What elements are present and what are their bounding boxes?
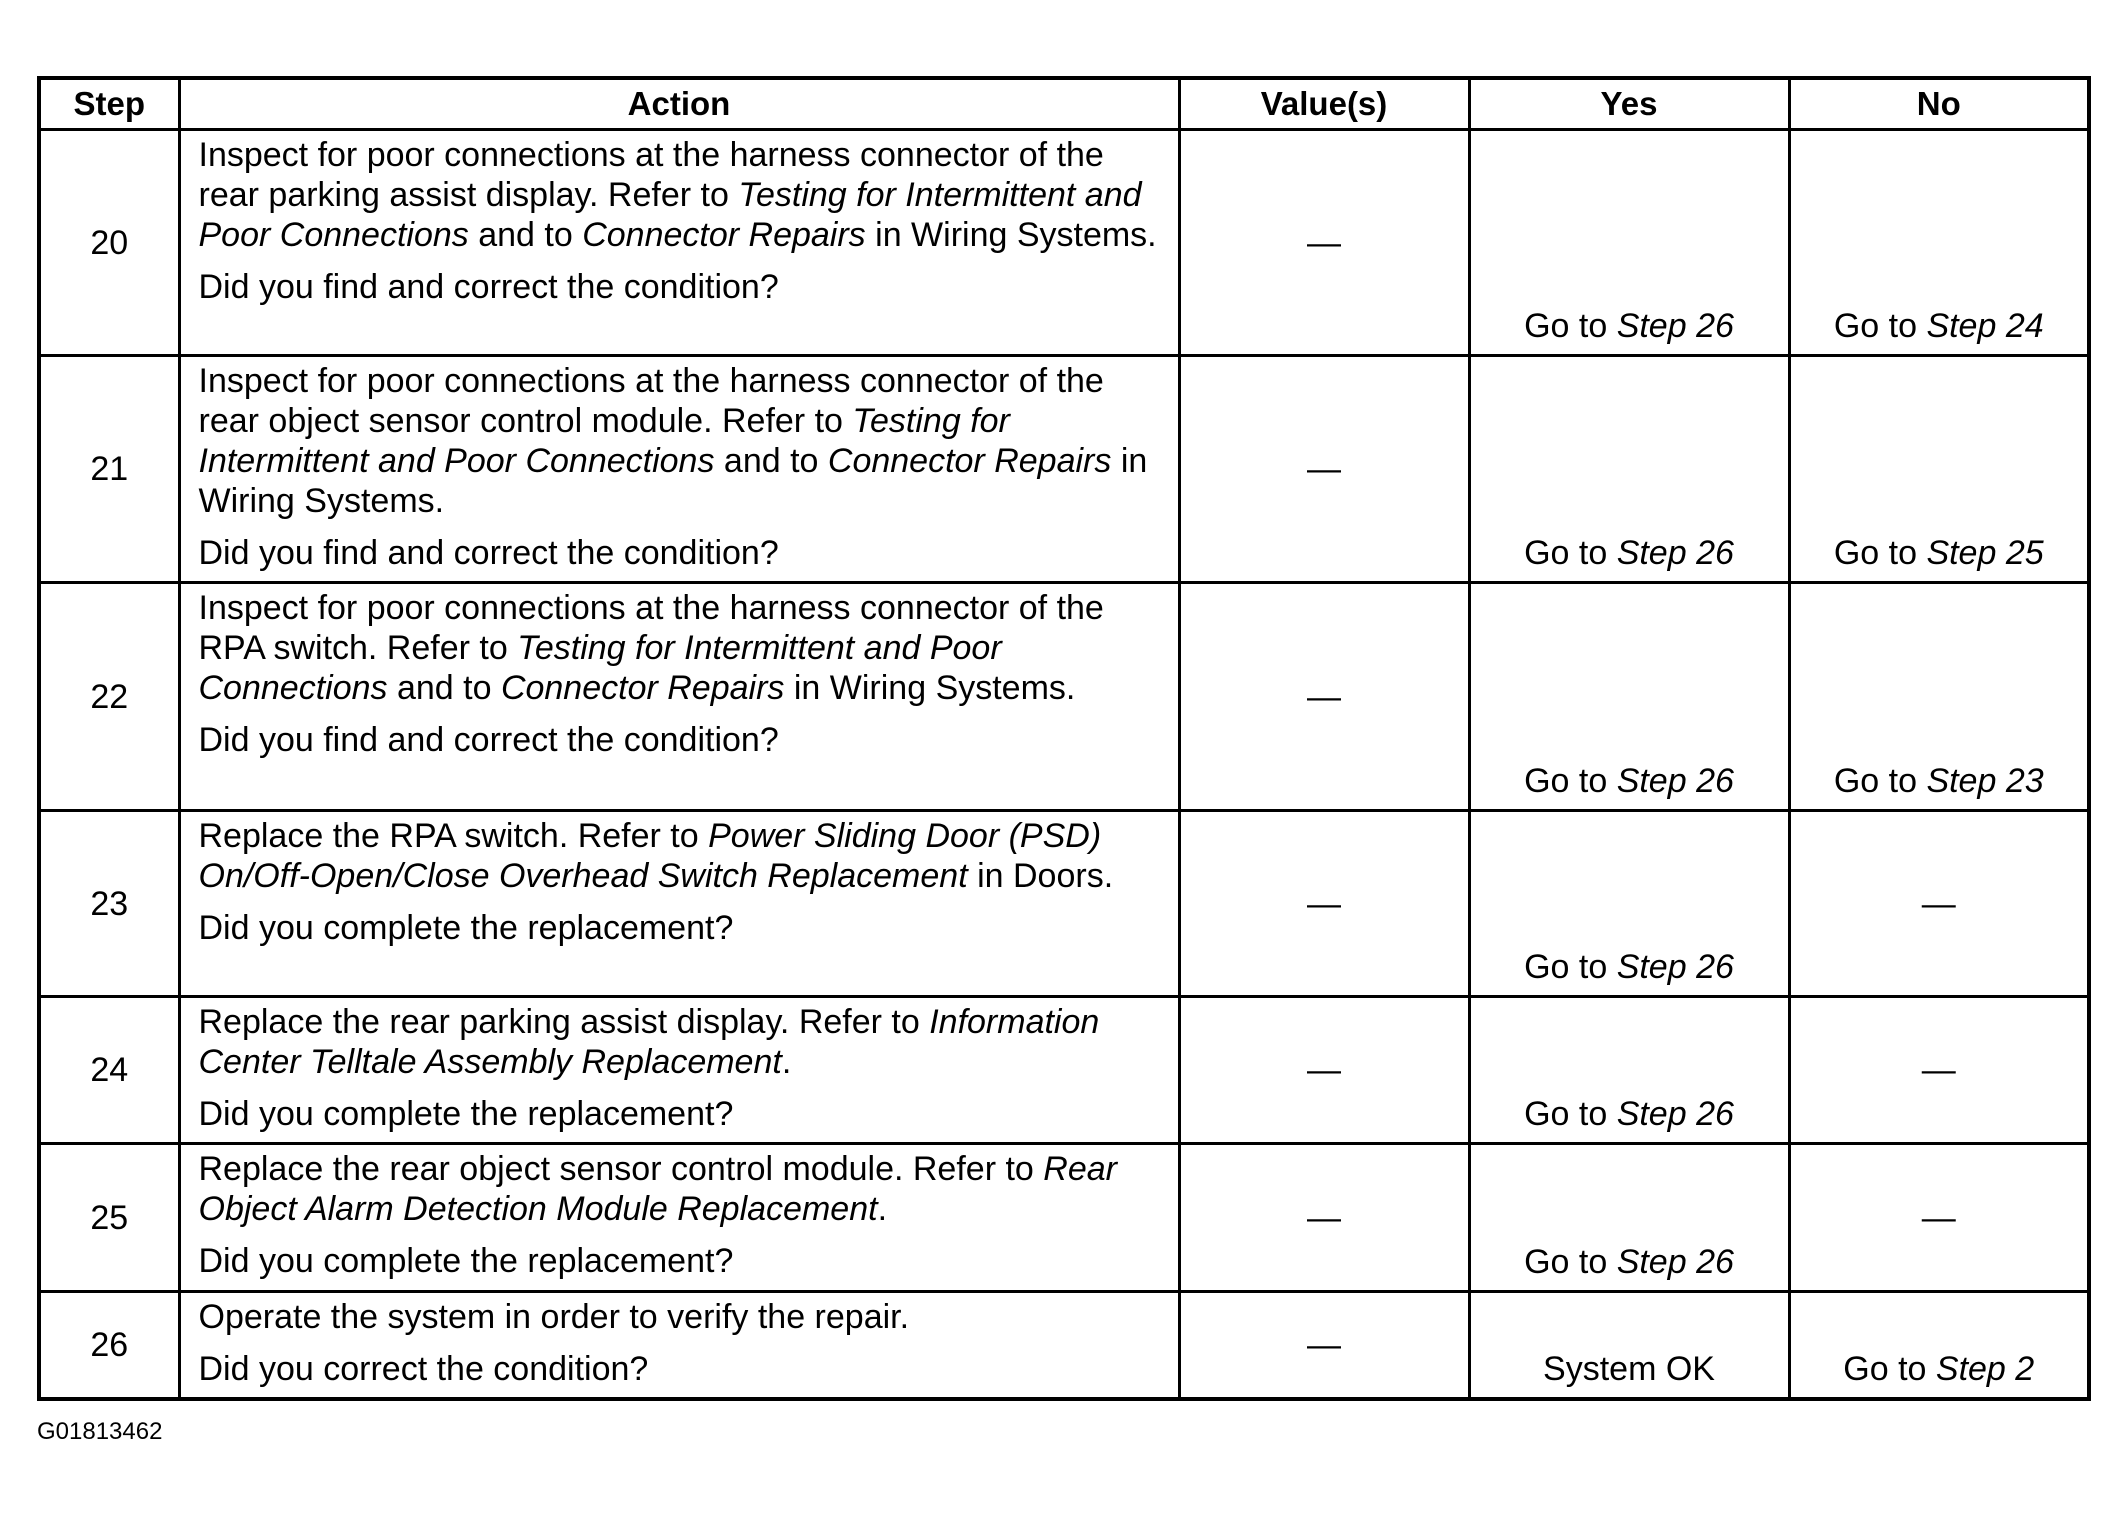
reference-title: Connector Repairs bbox=[500, 669, 785, 707]
no-cell bbox=[1789, 130, 2089, 356]
value-dash: — bbox=[1307, 1051, 1341, 1089]
instruction-text: and to bbox=[714, 442, 828, 480]
value-cell bbox=[1179, 811, 1469, 997]
yes-goto-text: Go to bbox=[1524, 762, 1617, 800]
instruction-text: Inspect for poor connections at the harness connector of the rear parking assist display. Refer to bbox=[198, 136, 1104, 214]
table-row bbox=[39, 1292, 2089, 1400]
action-question: Did you find and correct the condition? bbox=[198, 534, 779, 572]
action-cell bbox=[179, 1292, 1179, 1400]
no-step-link[interactable]: Step 23 bbox=[1926, 762, 2044, 800]
table-row bbox=[39, 997, 2089, 1144]
value-dash: — bbox=[1307, 223, 1341, 262]
no-dash: — bbox=[1921, 884, 1956, 923]
table-row bbox=[39, 583, 2089, 811]
figure-id-label: G01813462 bbox=[37, 1418, 163, 1445]
no-dash: — bbox=[1921, 1051, 1956, 1089]
instruction-text: in Wiring Systems. bbox=[784, 669, 1076, 707]
header-yes: Yes bbox=[1469, 78, 1789, 130]
instruction-text: . bbox=[781, 1043, 792, 1081]
value-dash: — bbox=[1307, 677, 1341, 716]
reference-title: Testing for Intermittent and Poor Connections bbox=[198, 176, 1142, 254]
value-cell bbox=[1179, 1144, 1469, 1292]
step-number: 21 bbox=[39, 356, 179, 583]
action-cell bbox=[179, 997, 1179, 1144]
value-cell bbox=[1179, 1292, 1469, 1400]
action-cell bbox=[179, 130, 1179, 356]
step-number: 25 bbox=[39, 1144, 179, 1292]
table-row bbox=[39, 356, 2089, 583]
action-instruction bbox=[199, 1297, 1160, 1337]
value-cell bbox=[1179, 356, 1469, 583]
reference-title: Testing for Intermittent and Poor Connections bbox=[198, 402, 1010, 480]
no-cell bbox=[1789, 811, 2089, 997]
action-cell bbox=[179, 356, 1179, 583]
action-question: Did you complete the replacement? bbox=[198, 909, 734, 947]
action-cell bbox=[179, 1144, 1179, 1292]
action-cell bbox=[179, 583, 1179, 811]
reference-title: Connector Repairs bbox=[582, 216, 866, 254]
action-instruction bbox=[199, 588, 1160, 708]
no-dash: — bbox=[1921, 1198, 1956, 1237]
step-number: 24 bbox=[39, 997, 179, 1144]
yes-cell bbox=[1469, 997, 1789, 1144]
value-dash: — bbox=[1307, 1198, 1341, 1237]
instruction-text: Replace the rear object sensor control module. Refer to bbox=[198, 1150, 1044, 1188]
yes-cell bbox=[1469, 1292, 1789, 1400]
yes-goto-text: Go to bbox=[1524, 1243, 1617, 1281]
diagnostic-table bbox=[37, 76, 2091, 1401]
no-cell bbox=[1789, 1292, 2089, 1400]
action-question: Did you complete the replacement? bbox=[198, 1095, 734, 1133]
instruction-text: in Wiring Systems. bbox=[198, 442, 1148, 520]
no-cell bbox=[1789, 583, 2089, 811]
no-cell bbox=[1789, 356, 2089, 583]
instruction-text: in Wiring Systems. bbox=[865, 216, 1157, 254]
table-row bbox=[39, 1144, 2089, 1292]
yes-step-link[interactable]: Step 26 bbox=[1616, 534, 1734, 572]
value-cell bbox=[1179, 997, 1469, 1144]
instruction-text: Replace the rear parking assist display. Refer to bbox=[198, 1003, 930, 1041]
yes-cell bbox=[1469, 811, 1789, 997]
instruction-text: Inspect for poor connections at the harness connector of the RPA switch. Refer to bbox=[198, 589, 1104, 667]
reference-title: Rear Object Alarm Detection Module Replacement bbox=[198, 1150, 1117, 1228]
yes-goto-text: Go to bbox=[1524, 307, 1617, 345]
value-cell bbox=[1179, 130, 1469, 356]
action-question: Did you find and correct the condition? bbox=[198, 721, 779, 759]
action-instruction bbox=[199, 1149, 1160, 1229]
yes-cell bbox=[1469, 356, 1789, 583]
no-cell bbox=[1789, 997, 2089, 1144]
yes-result: System OK bbox=[1543, 1350, 1715, 1388]
yes-cell bbox=[1469, 130, 1789, 356]
instruction-text: Inspect for poor connections at the harness connector of the rear object sensor control module. Refer to bbox=[198, 362, 1104, 440]
reference-title: Power Sliding Door (PSD) On/Off-Open/Close Overhead Switch Replacement bbox=[198, 817, 1102, 895]
value-dash: — bbox=[1307, 450, 1341, 488]
action-cell bbox=[179, 811, 1179, 997]
no-goto-text: Go to bbox=[1843, 1350, 1936, 1388]
reference-title: Testing for Intermittent and Poor Connections bbox=[198, 629, 1002, 707]
no-step-link[interactable]: Step 2 bbox=[1935, 1350, 2035, 1388]
step-number: 22 bbox=[39, 583, 179, 811]
step-number: 26 bbox=[39, 1292, 179, 1400]
no-goto-text: Go to bbox=[1833, 534, 1927, 572]
no-step-link[interactable]: Step 25 bbox=[1926, 534, 2044, 572]
instruction-text: and to bbox=[387, 669, 501, 707]
reference-title: Information Center Telltale Assembly Replacement bbox=[198, 1003, 1100, 1081]
yes-goto-text: Go to bbox=[1524, 534, 1617, 572]
yes-cell bbox=[1469, 583, 1789, 811]
header-values: Value(s) bbox=[1179, 78, 1469, 130]
table-row bbox=[39, 811, 2089, 997]
no-goto-text: Go to bbox=[1833, 307, 1927, 345]
action-question: Did you complete the replacement? bbox=[198, 1242, 734, 1280]
reference-title: Connector Repairs bbox=[827, 442, 1112, 480]
value-dash: — bbox=[1307, 1326, 1341, 1364]
yes-step-link[interactable]: Step 26 bbox=[1616, 307, 1734, 345]
action-instruction bbox=[199, 816, 1160, 896]
value-dash: — bbox=[1307, 884, 1341, 923]
yes-step-link[interactable]: Step 26 bbox=[1616, 1243, 1734, 1281]
no-step-link[interactable]: Step 24 bbox=[1926, 307, 2044, 345]
step-number: 23 bbox=[39, 811, 179, 997]
instruction-text: . bbox=[877, 1190, 888, 1228]
no-goto-text: Go to bbox=[1833, 762, 1927, 800]
action-instruction bbox=[199, 135, 1160, 255]
no-cell bbox=[1789, 1144, 2089, 1292]
table-row bbox=[39, 130, 2089, 356]
step-number: 20 bbox=[39, 130, 179, 356]
header-no: No bbox=[1789, 78, 2089, 130]
instruction-text: in Doors. bbox=[967, 857, 1114, 895]
header-action: Action bbox=[179, 78, 1179, 130]
value-cell bbox=[1179, 583, 1469, 811]
table-header-row bbox=[39, 78, 2089, 130]
yes-step-link[interactable]: Step 26 bbox=[1616, 1095, 1734, 1133]
yes-cell bbox=[1469, 1144, 1789, 1292]
instruction-text: and to bbox=[468, 216, 583, 254]
instruction-text: Operate the system in order to verify the repair. bbox=[198, 1298, 910, 1336]
yes-step-link[interactable]: Step 26 bbox=[1616, 948, 1734, 986]
yes-step-link[interactable]: Step 26 bbox=[1616, 762, 1734, 800]
header-step: Step bbox=[39, 78, 179, 130]
yes-goto-text: Go to bbox=[1524, 1095, 1617, 1133]
action-question: Did you correct the condition? bbox=[198, 1350, 649, 1388]
table-body bbox=[39, 130, 2089, 1400]
action-question: Did you find and correct the condition? bbox=[198, 268, 779, 306]
action-instruction bbox=[199, 361, 1160, 521]
yes-goto-text: Go to bbox=[1524, 948, 1617, 986]
action-instruction bbox=[199, 1002, 1160, 1082]
instruction-text: Replace the RPA switch. Refer to bbox=[198, 817, 709, 855]
